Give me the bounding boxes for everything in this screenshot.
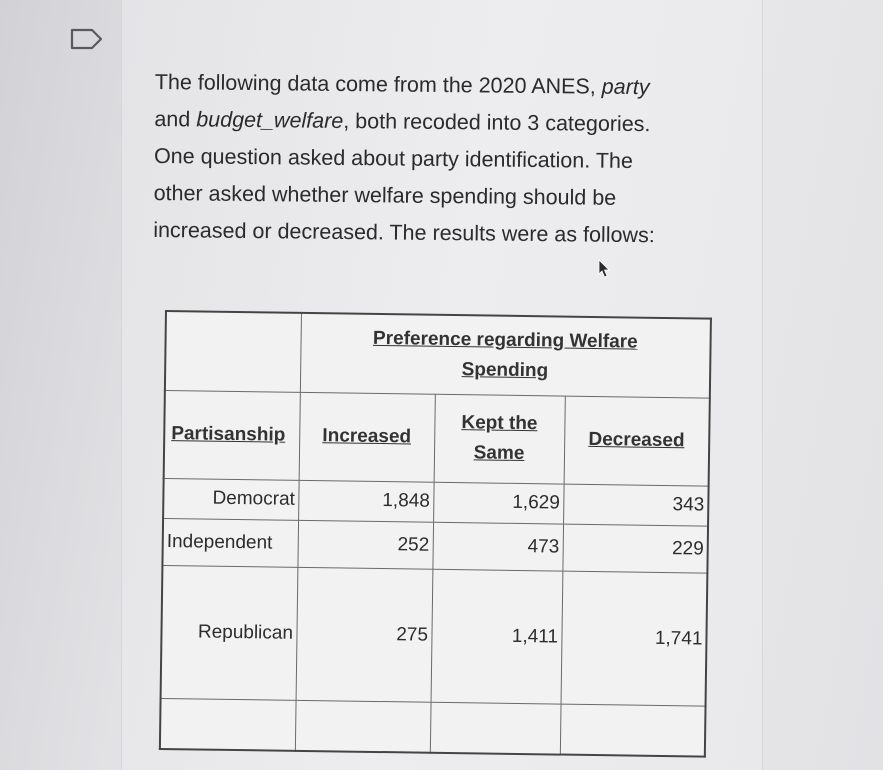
empty-cell[interactable]	[560, 704, 706, 757]
row-label-independent: Independent	[162, 519, 298, 568]
cell-republican-kept-same: 1,411	[431, 569, 563, 703]
cell-republican-decreased: 1,741	[561, 571, 708, 705]
question-line-5: increased or decreased. The results were as follows:	[153, 217, 655, 248]
flag-icon[interactable]	[70, 28, 104, 50]
empty-corner-cell	[165, 311, 301, 392]
increased-header: Increased	[299, 392, 435, 481]
table-row	[162, 519, 708, 573]
decreased-header: Decreased	[564, 396, 710, 486]
table-row	[161, 566, 708, 706]
partisanship-header: Partisanship	[164, 390, 300, 479]
cell-democrat-kept-same: 1,629	[433, 482, 564, 525]
crosstab-table	[159, 310, 712, 758]
row-label-democrat: Democrat	[163, 478, 299, 521]
row-label-republican: Republican	[161, 566, 298, 700]
kept-same-header: Kept the Same	[434, 394, 565, 483]
welfare-preference-header: Preference regarding Welfare Spending	[300, 313, 711, 398]
cell-independent-decreased: 229	[562, 524, 708, 573]
cell-democrat-increased: 1,848	[298, 480, 434, 523]
mouse-pointer-icon	[596, 258, 612, 278]
empty-cell[interactable]	[430, 702, 561, 755]
question-line-1: The following data come from the 2020 ANES, party	[154, 69, 650, 100]
cell-independent-increased: 252	[297, 521, 433, 570]
question-line-2: and budget_welfare, both recoded into 3 categories.	[154, 106, 651, 137]
cell-independent-kept-same: 473	[432, 523, 563, 572]
empty-cell[interactable]	[295, 700, 431, 753]
empty-cell[interactable]	[160, 698, 296, 751]
table-row-empty	[160, 698, 706, 757]
cell-republican-increased: 275	[296, 567, 433, 701]
question-line-4: other asked whether welfare spending should be	[153, 180, 617, 210]
question-line-3: One question asked about party identification. The	[153, 143, 634, 174]
cell-democrat-decreased: 343	[563, 484, 709, 527]
question-text	[153, 64, 735, 255]
crosstab-table-container	[159, 310, 713, 760]
